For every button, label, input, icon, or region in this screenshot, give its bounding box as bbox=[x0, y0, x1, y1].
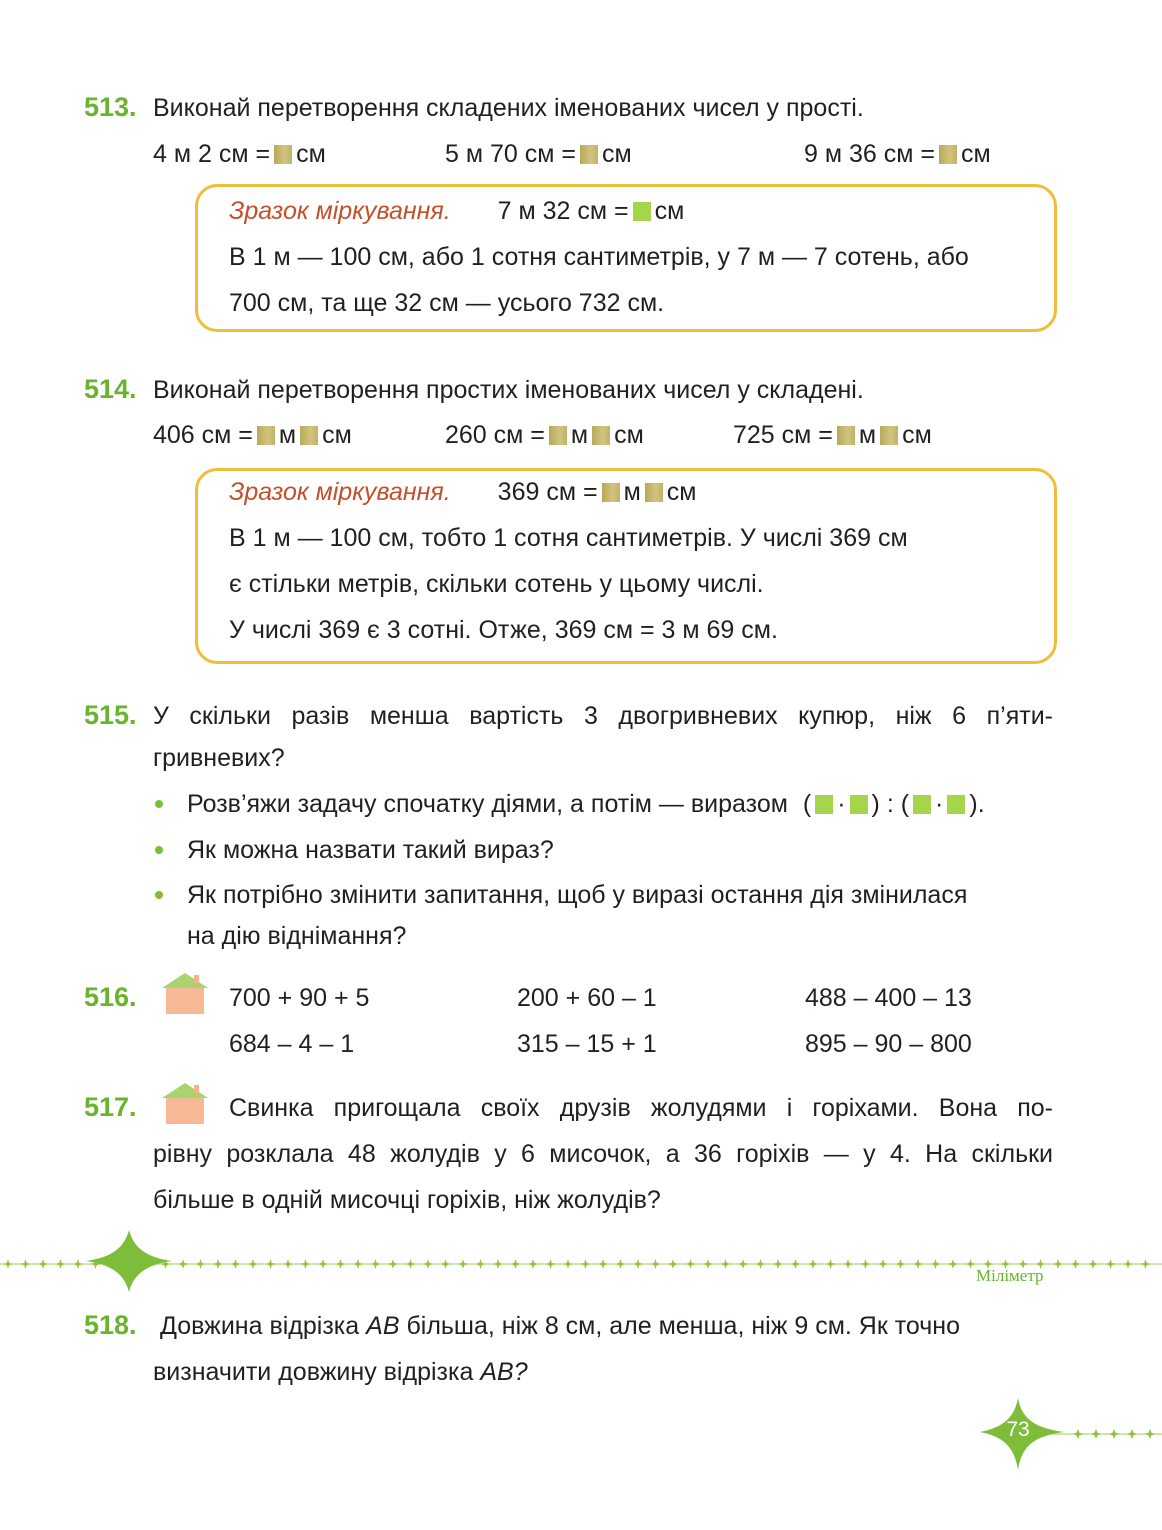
text: визначити довжину відрізка bbox=[153, 1358, 481, 1386]
section-label: Міліметр bbox=[976, 1266, 1044, 1285]
sample-unit: см bbox=[654, 197, 685, 225]
item-left: 260 см = bbox=[445, 421, 545, 449]
item-unit: см bbox=[960, 140, 991, 168]
exercise-515-bullet-1 bbox=[187, 789, 985, 819]
operator: · bbox=[837, 790, 846, 818]
sample-514-line-1: В 1 м — 100 см, тобто 1 сотня сантиметрів. У числі 369 см bbox=[229, 524, 908, 552]
chain-star bbox=[178, 1259, 188, 1269]
chain-star bbox=[388, 1259, 398, 1269]
text: більша, ніж 8 см, але менша, ніж 9 см. Як точно bbox=[399, 1312, 960, 1340]
exercise-513-item-3 bbox=[804, 139, 991, 169]
bullet-text: Розв’яжи задачу спочатку діями, а потім — виразом bbox=[187, 790, 788, 818]
sample-expression: 369 см = bbox=[497, 478, 598, 506]
chain-star bbox=[598, 1259, 608, 1269]
chain-star bbox=[808, 1259, 818, 1269]
chain-star bbox=[896, 1259, 906, 1269]
sample-unit: см bbox=[666, 478, 697, 506]
chain-star bbox=[336, 1259, 346, 1269]
bullet-dot bbox=[155, 800, 163, 808]
chain-star bbox=[616, 1259, 626, 1269]
chain-star bbox=[931, 1259, 941, 1269]
chain-star bbox=[686, 1259, 696, 1269]
exercise-517-line-1: Свинка пригощала своїх друзів жолудями і горіхами. Вона по- bbox=[229, 1094, 1053, 1122]
exercise-516-number: 516. bbox=[84, 982, 137, 1012]
answer-box bbox=[880, 426, 898, 445]
chain-star bbox=[826, 1259, 836, 1269]
item-left: 725 см = bbox=[733, 421, 833, 449]
exercise-513-item-1 bbox=[153, 139, 326, 169]
item-left: 5 м 70 см = bbox=[445, 140, 576, 168]
answer-box bbox=[300, 426, 318, 445]
exercise-515-line-2: гривневих? bbox=[153, 744, 285, 772]
page-number: 73 bbox=[1006, 1418, 1030, 1441]
chain-star bbox=[458, 1259, 468, 1269]
chain-star bbox=[703, 1259, 713, 1269]
chain-star bbox=[38, 1259, 48, 1269]
chain-star bbox=[353, 1259, 363, 1269]
chain-star bbox=[73, 1259, 83, 1269]
chain-star bbox=[283, 1259, 293, 1269]
chain-star bbox=[738, 1259, 748, 1269]
chain-star bbox=[213, 1259, 223, 1269]
exercise-514-item-3 bbox=[733, 420, 932, 450]
chain-star bbox=[581, 1259, 591, 1269]
chain-star bbox=[406, 1259, 416, 1269]
chain-star bbox=[668, 1259, 678, 1269]
sample-513-line-1: В 1 м — 100 см, або 1 сотня сантиметрів, у 7 м — 7 сотень, або bbox=[229, 243, 969, 271]
segment-name: AB? bbox=[480, 1358, 528, 1386]
exercise-514-item-1 bbox=[153, 420, 352, 450]
expr-2-2: 315 – 15 + 1 bbox=[517, 1030, 657, 1058]
bullet-dot bbox=[155, 846, 163, 854]
exercise-517-number: 517. bbox=[84, 1092, 137, 1122]
chain-star bbox=[441, 1259, 451, 1269]
chain-star bbox=[196, 1259, 206, 1269]
exercise-513-title: Виконай перетворення складених іменованих чисел у прості. bbox=[153, 94, 864, 122]
item-left: 406 см = bbox=[153, 421, 253, 449]
chain-star bbox=[1141, 1259, 1151, 1269]
item-unit: см bbox=[902, 421, 932, 449]
exercise-514-title: Виконай перетворення простих іменованих чисел у складені. bbox=[153, 376, 864, 404]
item-unit: см bbox=[614, 421, 644, 449]
item-unit: см bbox=[601, 140, 632, 168]
chain-star bbox=[266, 1259, 276, 1269]
chain-star bbox=[1106, 1259, 1116, 1269]
chain-star bbox=[948, 1259, 958, 1269]
paren: ( bbox=[802, 790, 812, 818]
item-unit: м bbox=[278, 421, 297, 449]
exercise-517-line-3: більше в одній мисочці горіхів, ніж жолудів? bbox=[153, 1186, 661, 1214]
diamond-star-icon bbox=[84, 1228, 174, 1294]
answer-box bbox=[274, 145, 292, 164]
sample-514-line-2: є стільки метрів, скільки сотень у цьому числі. bbox=[229, 570, 764, 598]
exercise-515-bullet-3b: на дію віднімання? bbox=[187, 922, 407, 950]
exercise-518-line-2 bbox=[153, 1357, 528, 1387]
chain-star bbox=[476, 1259, 486, 1269]
paren: ). bbox=[969, 790, 985, 818]
sample-513-line-2: 700 см, та ще 32 см — усього 732 см. bbox=[229, 289, 665, 317]
segment-name: AB bbox=[366, 1312, 400, 1340]
item-unit: см bbox=[296, 140, 326, 168]
item-left: 9 м 36 см = bbox=[804, 140, 935, 168]
exercise-513-item-2 bbox=[445, 139, 632, 169]
exercise-514-number: 514. bbox=[84, 374, 137, 404]
chain-star bbox=[861, 1259, 871, 1269]
chain-star bbox=[878, 1259, 888, 1269]
chain-star bbox=[756, 1259, 766, 1269]
item-unit: см bbox=[322, 421, 352, 449]
answer-box bbox=[633, 202, 651, 221]
chain-star bbox=[511, 1259, 521, 1269]
exercise-517-line-2: рівну розклала 48 жолудів у 6 мисочок, а 36 горіхів — у 4. На скільки bbox=[153, 1140, 1053, 1168]
item-unit: м bbox=[858, 421, 877, 449]
chain-star bbox=[56, 1259, 66, 1269]
item-unit: м bbox=[570, 421, 589, 449]
answer-box bbox=[939, 145, 957, 164]
sample-514-heading bbox=[229, 477, 696, 507]
operator: ) : ( bbox=[871, 790, 910, 818]
chain-star bbox=[791, 1259, 801, 1269]
answer-box bbox=[592, 426, 610, 445]
answer-box bbox=[549, 426, 567, 445]
sample-label: Зразок міркування. bbox=[229, 197, 451, 225]
chain-star bbox=[563, 1259, 573, 1269]
expr-1-1: 700 + 90 + 5 bbox=[229, 984, 370, 1012]
answer-box bbox=[947, 795, 965, 814]
answer-box bbox=[913, 795, 931, 814]
chain-star bbox=[3, 1259, 13, 1269]
chain-star bbox=[231, 1259, 241, 1269]
chain-star bbox=[301, 1259, 311, 1269]
chain-star bbox=[371, 1259, 381, 1269]
answer-box bbox=[850, 795, 868, 814]
exercise-513-number: 513. bbox=[84, 92, 137, 122]
house-icon bbox=[158, 970, 212, 1016]
expr-1-2: 200 + 60 – 1 bbox=[517, 984, 657, 1012]
chain-star bbox=[546, 1259, 556, 1269]
answer-box bbox=[580, 145, 598, 164]
text: Довжина відрізка bbox=[160, 1312, 367, 1340]
sample-514-line-3: У числі 369 є 3 сотні. Отже, 369 см = 3 м 69 см. bbox=[229, 616, 778, 644]
chain-star bbox=[423, 1259, 433, 1269]
answer-box bbox=[815, 795, 833, 814]
chain-star bbox=[773, 1259, 783, 1269]
item-left: 4 м 2 см = bbox=[153, 140, 271, 168]
exercise-515-line-1: У скільки разів менша вартість 3 двогривневих купюр, ніж 6 п’яти- bbox=[153, 702, 1053, 730]
chain-star bbox=[1053, 1259, 1063, 1269]
chain-star bbox=[493, 1259, 503, 1269]
exercise-515-bullet-2: Як можна назвати такий вираз? bbox=[187, 836, 554, 864]
chain-star bbox=[651, 1259, 661, 1269]
chain-star bbox=[528, 1259, 538, 1269]
chain-star bbox=[721, 1259, 731, 1269]
bullet-dot bbox=[155, 891, 163, 899]
chain-star bbox=[1088, 1259, 1098, 1269]
chain-star bbox=[248, 1259, 258, 1269]
chain-star bbox=[633, 1259, 643, 1269]
chain-star bbox=[843, 1259, 853, 1269]
answer-box bbox=[837, 426, 855, 445]
sample-513-heading bbox=[229, 196, 684, 226]
expr-2-1: 684 – 4 – 1 bbox=[229, 1030, 355, 1058]
sample-label: Зразок міркування. bbox=[229, 478, 451, 506]
chain-star bbox=[21, 1259, 31, 1269]
chain-star bbox=[913, 1259, 923, 1269]
chain-star bbox=[1071, 1259, 1081, 1269]
answer-box bbox=[602, 483, 620, 502]
exercise-514-item-2 bbox=[445, 420, 644, 450]
chain-star bbox=[318, 1259, 328, 1269]
expr-1-3: 488 – 400 – 13 bbox=[805, 984, 972, 1012]
sample-unit: м bbox=[623, 478, 641, 506]
chain-star bbox=[1123, 1259, 1133, 1269]
exercise-518-number: 518. bbox=[84, 1310, 137, 1340]
exercise-515-number: 515. bbox=[84, 700, 137, 730]
exercise-518-line-1 bbox=[160, 1311, 960, 1341]
expr-2-3: 895 – 90 – 800 bbox=[805, 1030, 972, 1058]
house-icon bbox=[158, 1080, 212, 1126]
operator: · bbox=[935, 790, 944, 818]
chain-star bbox=[966, 1259, 976, 1269]
sample-expression: 7 м 32 см = bbox=[497, 197, 629, 225]
exercise-515-bullet-3a: Як потрібно змінити запитання, щоб у виразі остання дія змінилася bbox=[187, 881, 968, 909]
answer-box bbox=[645, 483, 663, 502]
answer-box bbox=[257, 426, 275, 445]
